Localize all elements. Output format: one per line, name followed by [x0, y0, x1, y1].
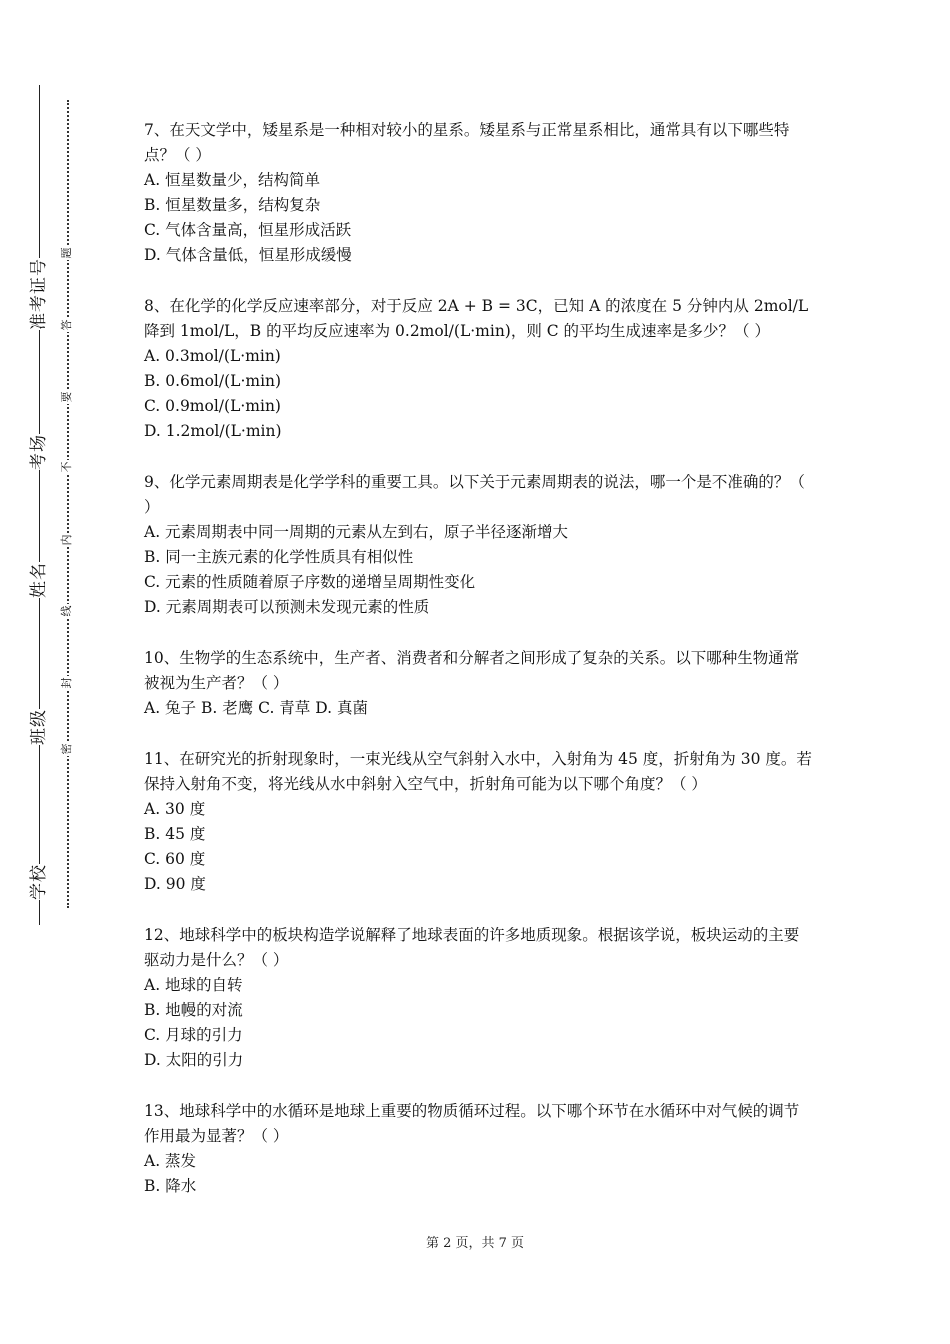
seal-char: 要 [60, 391, 73, 403]
option-a: A. 蒸发 [144, 1152, 197, 1170]
seal-char: 题 [60, 247, 73, 259]
class-label: 班级 [22, 709, 51, 745]
question-10 [144, 646, 814, 721]
option-c: C. 0.9mol/(L·min) [144, 397, 281, 415]
option-b: B. 降水 [144, 1177, 197, 1195]
option-d: D. 气体含量低，恒星形成缓慢 [144, 246, 352, 264]
question-stem: 10、生物学的生态系统中，生产者、消费者和分解者之间形成了复杂的关系。以下哪种生物通常被视为生产者？（ ） [144, 649, 800, 692]
option-b: B. 45 度 [144, 825, 206, 843]
seal-char: 内 [60, 534, 73, 546]
seal-char: 答 [60, 319, 73, 331]
question-9 [144, 470, 814, 620]
option-a: A. 恒星数量少，结构简单 [144, 171, 321, 189]
page-footer: 第 2 页，共 7 页 [425, 1236, 525, 1251]
option-b: B. 同一主族元素的化学性质具有相似性 [144, 548, 414, 566]
option-c: C. 元素的性质随着原子序数的递增呈周期性变化 [144, 573, 476, 591]
inline-options: A. 兔子 B. 老鹰 C. 青草 D. 真菌 [144, 699, 368, 717]
binding-solid-line [39, 85, 40, 925]
option-d: D. 90 度 [144, 875, 206, 893]
question-stem: 12、地球科学中的板块构造学说解释了地球表面的许多地质现象。根据该学说，板块运动的主要驱动力是什么？（ ） [144, 926, 800, 969]
question-stem: 11、在研究光的折射现象时，一束光线从空气斜射入水中，入射角为 45 度，折射角为 30 度。若保持入射角不变，将光线从水中斜射入空气中，折射角可能为以下哪个角度？（ ） [144, 750, 812, 793]
name-label: 姓名 [22, 562, 51, 598]
seal-dotted-line [67, 100, 69, 908]
option-c: C. 60 度 [144, 850, 206, 868]
option-d: D. 1.2mol/(L·min) [144, 422, 282, 440]
option-d: D. 元素周期表可以预测未发现元素的性质 [144, 598, 430, 616]
seal-char: 线 [60, 605, 73, 617]
question-11 [144, 747, 814, 897]
exam-id-label: 准考证号 [22, 258, 51, 330]
option-d: D. 太阳的引力 [144, 1051, 244, 1069]
option-a: A. 地球的自转 [144, 976, 243, 994]
question-7 [144, 118, 814, 268]
question-12 [144, 923, 814, 1073]
option-c: C. 气体含量高，恒星形成活跃 [144, 221, 352, 239]
question-list [144, 118, 814, 1225]
option-b: B. 恒星数量多，结构复杂 [144, 196, 321, 214]
seal-char: 不 [60, 461, 73, 473]
seal-char: 封 [60, 677, 73, 689]
question-8 [144, 294, 814, 444]
question-stem: 13、地球科学中的水循环是地球上重要的物质循环过程。以下哪个环节在水循环中对气候的调节作用最为显著？（ ） [144, 1102, 800, 1145]
question-stem: 8、在化学的化学反应速率部分，对于反应 2A + B = 3C，已知 A 的浓度在 5 分钟内从 2mol/L 降到 1mol/L，B 的平均反应速率为 0.2mol/(L·min)，则 C 的平均生成速率是多少？（ ） [144, 297, 809, 340]
option-c: C. 月球的引力 [144, 1026, 243, 1044]
option-b: B. 0.6mol/(L·min) [144, 372, 282, 390]
question-stem: 7、在天文学中，矮星系是一种相对较小的星系。矮星系与正常星系相比，通常具有以下哪些特点？（ ） [144, 121, 790, 164]
seal-char: 密 [60, 743, 73, 755]
option-a: A. 30 度 [144, 800, 206, 818]
option-a: A. 元素周期表中同一周期的元素从左到右，原子半径逐渐增大 [144, 523, 569, 541]
school-label: 学校 [22, 864, 51, 900]
question-13 [144, 1099, 814, 1199]
room-label: 考场 [22, 434, 51, 470]
option-b: B. 地幔的对流 [144, 1001, 243, 1019]
binding-margin [0, 0, 110, 1344]
question-stem: 9、化学元素周期表是化学学科的重要工具。以下关于元素周期表的说法，哪一个是不准确的？（ ） [144, 473, 805, 516]
option-a: A. 0.3mol/(L·min) [144, 347, 281, 365]
